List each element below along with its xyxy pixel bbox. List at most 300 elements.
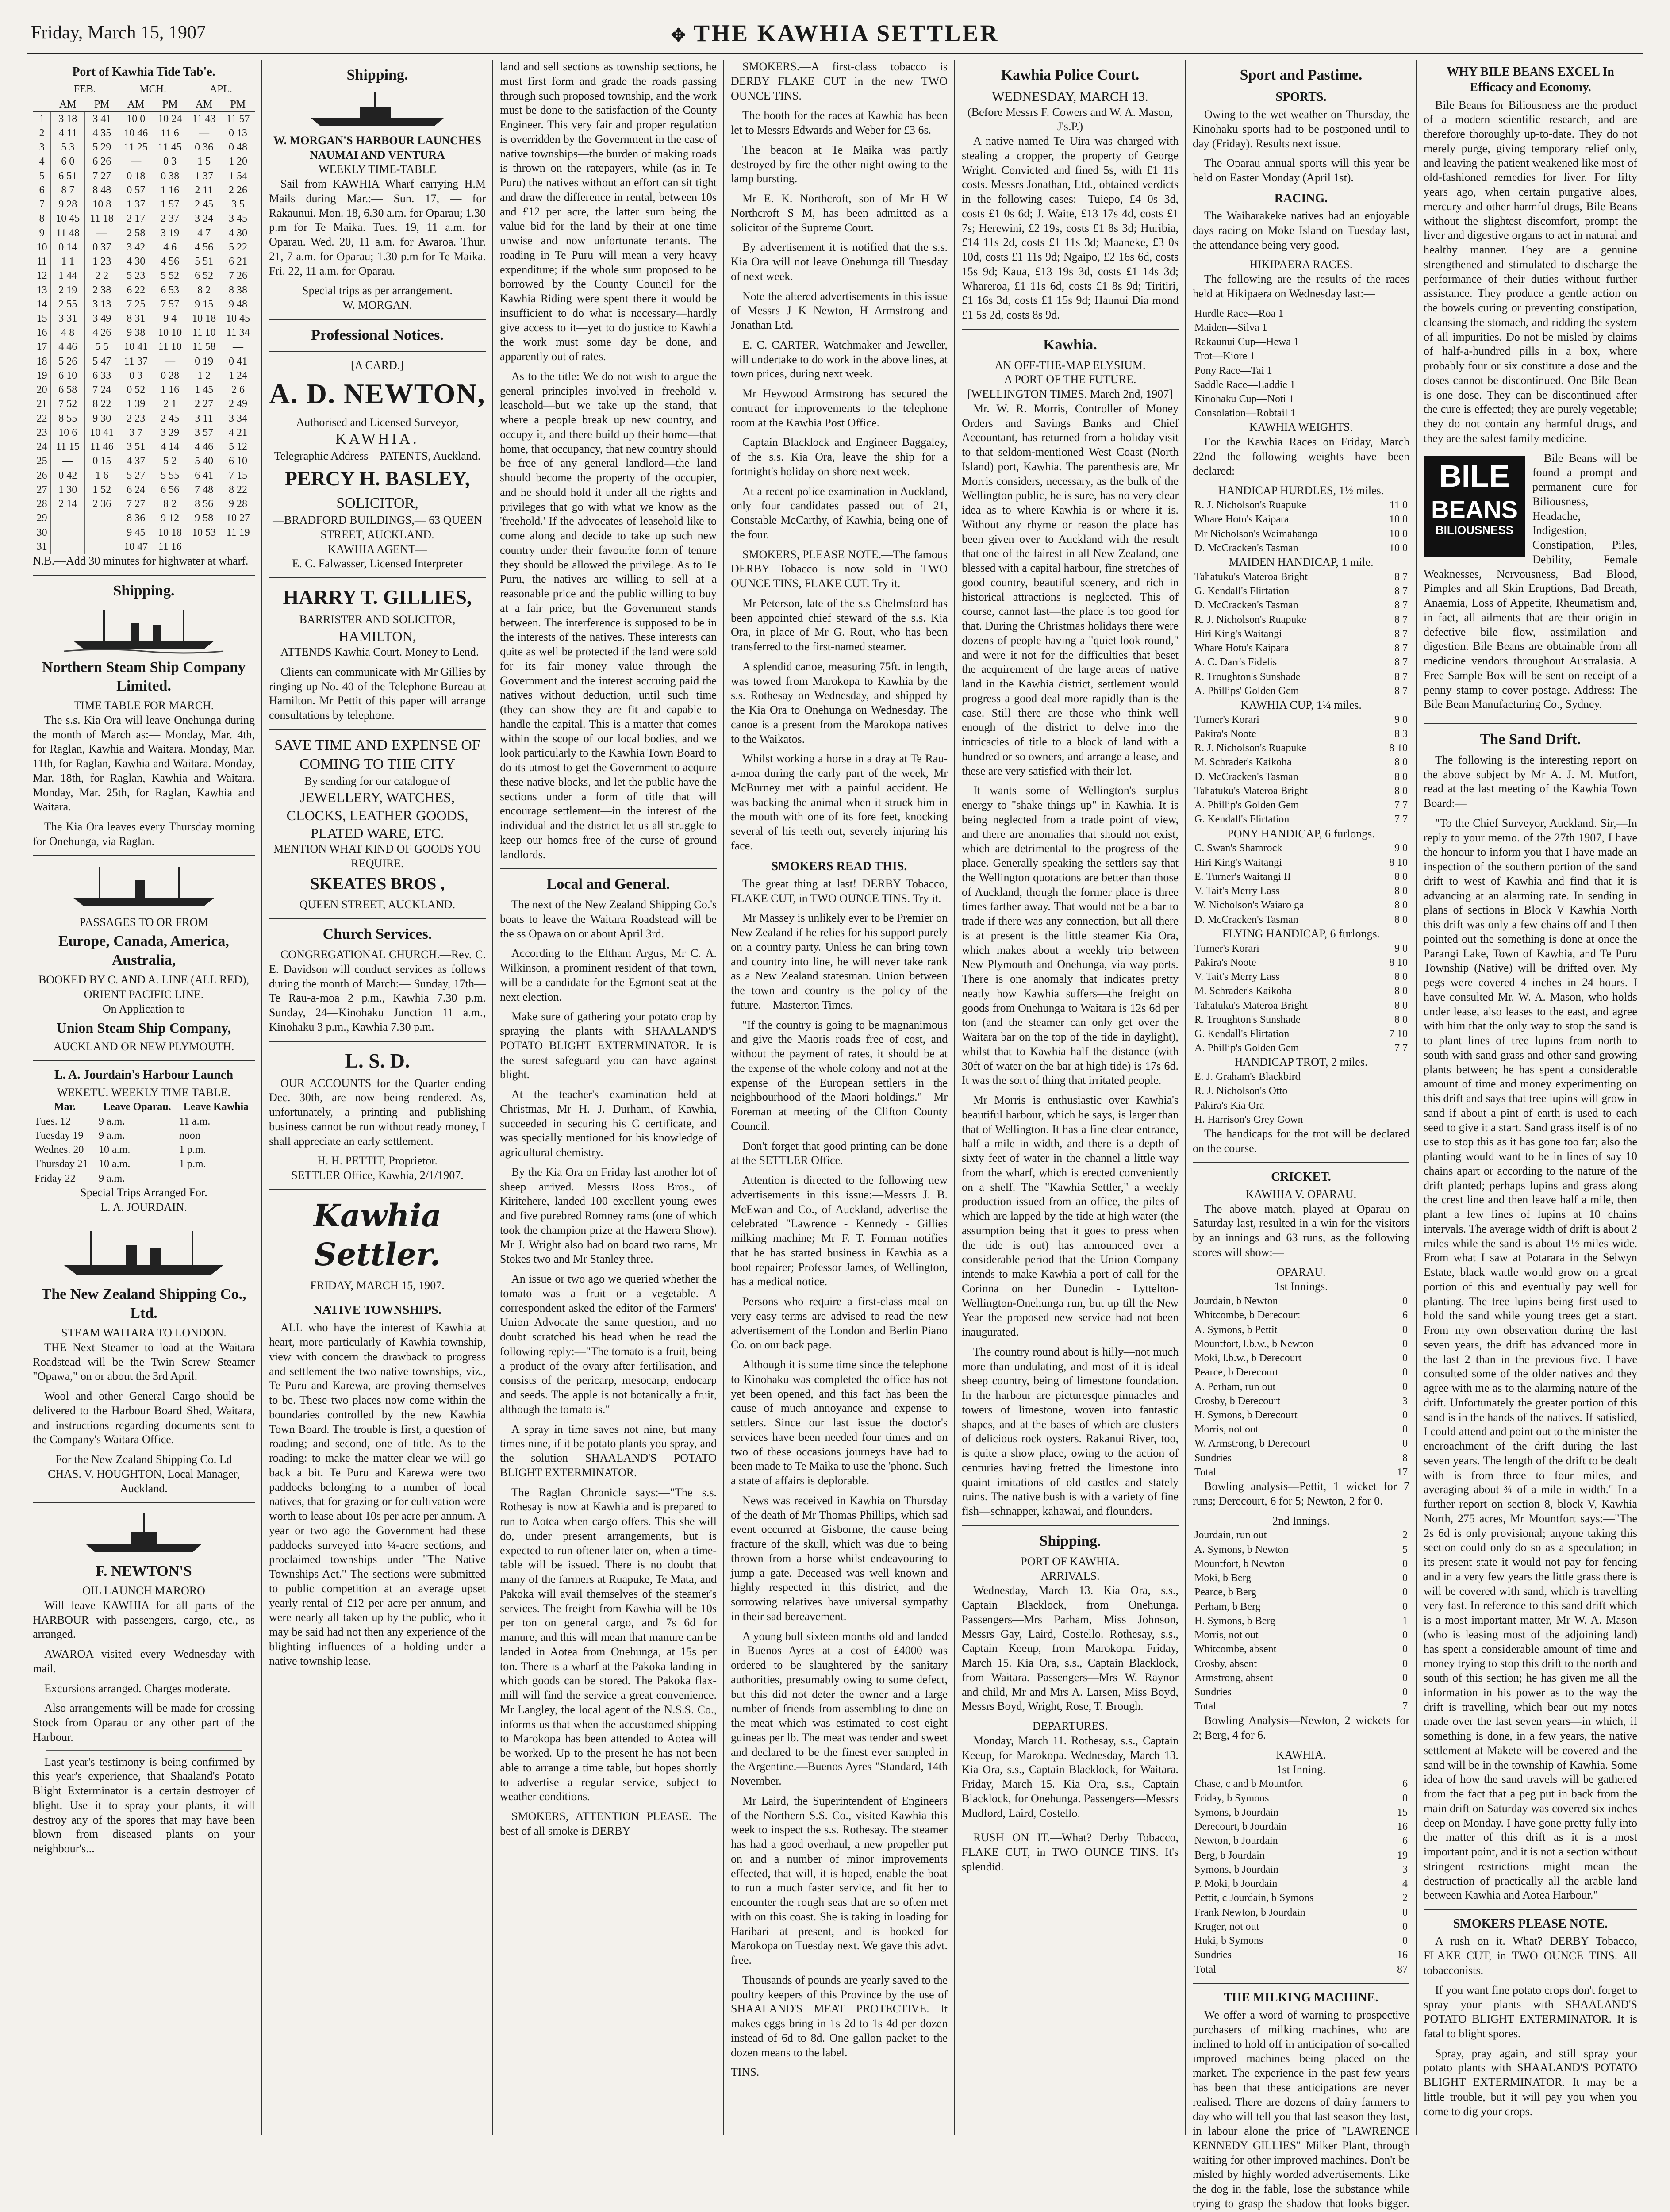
list-row: A. C. Darr's Fidelis 8 7 [1194,657,1408,668]
nzs-company: The New Zealand Shipping Co., Ltd. [41,1286,246,1322]
scorecard [1193,1294,1409,1465]
list-row: Pakira's Kia Ora [1194,1099,1264,1111]
list-row: Pearce, b Berg 0 [1194,1586,1408,1598]
list-row: Hiri King's Waitangi 8 10 [1194,856,1408,868]
tide-row: 8 10 45 11 18 2 17 2 37 3 24 3 45 [33,211,255,226]
local-item: The booth for the races at Kawhia has been let to Messrs Edwards and Weber for £3 6s. [731,109,948,136]
shipping-heading: Shipping. [346,67,408,83]
tide-row: 7 9 28 10 8 1 37 1 57 2 45 3 5 [33,197,255,211]
nss-subtitle: TIME TABLE FOR MARCH. [73,699,214,712]
column-6 [1186,60,1416,2210]
blight-text: Last year's testimony is being confirmed by this year's experience, that Shaaland's Potato Blight Exterminator is a certain destroyer of blight. Use it to spray your plants, it will destroy any of the spores that may have been blown from diseased plants on your neighbour's... [33,1755,255,1855]
list-row: Whare Hotu's Kaipara 8 7 [1194,642,1408,654]
steamship-icon [64,605,223,654]
tide-row: 23 10 6 10 41 3 7 3 29 3 57 4 21 [33,426,255,440]
accounts-text: OUR ACCOUNTS for the Quarter ending Dec. 30th, are now being rendered. As, unfortunately, a printing and publishing business cannot be run without ready money, I shall appreciate an early settlement. [269,1076,486,1148]
timetable-row: Tuesday 19 9 a.m. noon [35,1129,200,1141]
tide-row: 16 4 8 4 26 9 38 10 10 11 10 11 34 [33,326,255,340]
jourdain-note: Special Trips Arranged For. [80,1186,207,1199]
nzs-text2: Wool and other General Cargo should be delivered to the Harbour Board Shed, Waitara, and instructions regarding documents sent to the Company's Waitara Office. [33,1390,255,1446]
tide-table-title: Port of Kawhia Tide Tab'e. [72,65,215,79]
tide-rows [33,111,255,554]
column-rule [261,60,262,2135]
tide-row: 3 5 3 5 29 11 25 11 45 0 36 0 48 [33,140,255,154]
list-row: Pearce, b Derecourt 0 [1194,1367,1408,1379]
tide-month: FEB. [51,82,119,97]
list-row: A. Symons, b Pettit 0 [1194,1324,1408,1336]
local-item: A spray in time saves not nine, but many times nine, if it be potato plants you spray, and the solution SHAALAND'S POTATO BLIGHT EXTERMINATOR. [500,1422,717,1479]
tide-row: 12 1 44 2 2 5 23 5 52 6 52 7 26 [33,269,255,283]
list-row: Moki, b Berg 0 [1194,1572,1408,1584]
bile-beans-logo: BILE BEANS BILIOUSNESS [1424,456,1525,557]
list-row: Huki, b Symons 0 [1194,1935,1408,1947]
basley-title: SOLICITOR, [336,495,418,512]
nzs-subtitle: STEAM WAITARA TO LONDON. [61,1326,227,1340]
nzs-signature: CHAS. V. HOUGHTON, Local Manager, Auckland. [48,1467,240,1495]
timetable-row: Wednes. 20 10 a.m. 1 p.m. [35,1144,206,1156]
race-heading: FLYING HANDICAP, 6 furlongs. [1222,927,1380,940]
list-row: R. J. Nicholson's Ruapuke 8 7 [1194,614,1408,626]
tide-note: N.B.—Add 30 minutes for highwater at wharf. [33,554,249,567]
list-row: Sundries 8 [1194,1452,1408,1464]
departures-text: Monday, March 11. Rothesay, s.s., Captain Keeup, for Marokopa. Wednesday, March 13. Kia Ora, s.s., Captain Blacklock, for Waitara. Friday, March 15. Kia Ora, s.s., Captain Blacklock, for Onehunga. Passengers—Messrs Mudford, Laird, Costello. [962,1734,1179,1820]
tide-month: MCH. [119,82,187,97]
port-label: PORT OF KAWHIA. [1021,1555,1120,1568]
local-item: Mr Peterson, late of the s.s Chelmsford has been appointed chief steward of the s.s. Kia Ora, in place of Mr G. Rout, who has been transferred to the first-named steamer. [731,596,948,653]
jourdain-timetable [33,1100,255,1185]
list-row: M. Schrader's Kaikoha 8 0 [1194,757,1408,768]
arrivals-text: Wednesday, March 13. Kia Ora, s.s., Captain Blacklock, from Onehunga. Passengers—Mrs Parham, Miss Johnson, Messrs Gay, Laird, Costello. Rothesay, s.s., Captain Keeup, from Marokopa. Friday, March 15. Kia Ora, s.s., Captain Blacklock, from Waitara. Passengers—Mrs W. Raynor and child, Mr and Mrs A. Larsen, Miss Boyd, Messrs Boyd, Wright, Rose, T. Brough. [962,1584,1179,1713]
tide-row: 21 7 52 8 22 1 39 2 1 2 27 2 49 [33,397,255,411]
nzs-text: THE Next Steamer to load at the Waitara Roadstead will be the Twin Screw Steamer "Opawa," on or about the 3rd April. [33,1340,255,1383]
timetable-row: Thursday 21 10 a.m. 1 p.m. [35,1158,206,1170]
list-row: Sundries 16 [1194,1949,1408,1961]
cricket-match: KAWHIA V. OPARAU. [1245,1187,1357,1201]
local-item: At the teacher's examination held at Christmas, Mr H. J. Durham, of Kawhia, succeeded in securing his C certificate, and was specially mentioned for his knowledge of agricultural chemistry. [500,1088,717,1159]
kawhia-heading: Kawhia. [1043,336,1097,353]
list-row: M. Schrader's Kaikoha 8 0 [1194,985,1408,997]
tide-sub: AM [119,97,153,111]
list-row: D. McCracken's Tasman 8 0 [1194,771,1408,783]
list-row: H. Symons, b Derecourt 0 [1194,1409,1408,1421]
weights-heading: KAWHIA WEIGHTS. [1249,421,1353,434]
morgan-text: Sail from KAWHIA Wharf carrying H.M Mails during Mar.:— Sun. 17, — for Rakaunui. Mon. 18, 6.30 a.m. for Oparau; 1.30 p.m for Te Maika. Tues. 19, 11 a.m. for Oparau. Wed. 20, 11 a.m. for Awaroa. Thur. 21, 7 a.m. for Oparau; 1.30 p.m for Te Maika. Fri. 22, 11 a.m. for Oparau. [269,177,486,277]
passages-destinations: Europe, Canada, America, Australia, [58,933,229,969]
jourdain-col: Leave Kawhia [183,1101,249,1113]
tide-sub: PM [153,97,187,111]
kawhia-paragraph: Mr. W. R. Morris, Controller of Money Orders and Savings Banks and Chief Accountant, has returned from a holiday visit to that seldom-mentioned West Coast (North Island) port, Kawhia. The parenthesis are, Mr Morris considers, necessary, as the bulk of the Wellington public, he is sure, has no very clear idea as to where Kawhia is or where it is. Without any rhyme or reason the place has been given over to Auckland with the result that one of the fairest in all New Zealand, one blessed with a capital harbour, fine stretches of good country, beautiful scenery, and rich in historical attractions is neglected. This of course, cannot last—the place is too good for that. During the Christmas holidays there were dozens of people having a "quiet look round," and were it not for the difficulties that beset the acquirement of the large areas of native land in the Kawhia district, settlement would progress a good deal more rapidly than is the case. Still there are those who think well enough of the district to delve into the intricacies of title to a block of land with a hundred or so owners, and arrange a lease, and these are very satisfied with their lot. [962,402,1179,777]
sand-drift-heading: The Sand Drift. [1480,731,1581,748]
list-row: W. Armstrong, b Derecourt 0 [1194,1438,1408,1450]
bile-beans-text2: Bile Beans will be found a prompt and permanent cure for Biliousness, Headache, Indigestion, Constipation, Piles, Debility, Female Weaknesses, Nervousness, Bad Blood, Pimples and all Skin Eruptions, Bad Breath, Anaemia, Loss of Appetite, Rheumatism and, in fact, all ailments that are their origin in defective bile flow, assimilation and digestion. Bile Beans are obtainable from all medicine vendors throughout Australasia. A Free Sample Box will be sent on receipt of a penny stamp to cover postage. Address: The Bile Bean Manufacturing Co., Sydney. [1424,451,1637,711]
church-heading: Church Services. [322,926,432,943]
racing-heading: RACING. [1274,191,1328,205]
tide-month: APL. [187,82,255,97]
racing-text: For the Kawhia Races on Friday, March 22nd the following weights have been declared:— [1193,435,1409,477]
list-row: E. Turner's Waitangi II 8 0 [1194,871,1408,883]
local-item: TINS. [731,2066,760,2079]
local-item: Mr E. K. Northcroft, son of Mr H W Northcroft S M, has been admitted as a solicitor of the Supreme Court. [731,192,948,234]
list-row: Turner's Korari 9 0 [1194,714,1408,726]
list-row: Rakaunui Cup—Hewa 1 [1194,336,1299,348]
launch-icon [302,89,453,129]
local-item: Don't forget that good printing can be done at the SETTLER Office. [731,1139,948,1167]
column-rule [954,60,955,2135]
race-heading: HANDICAP TROT, 2 miles. [1234,1056,1368,1069]
list-row: A. Phillip's Golden Gem 7 7 [1194,1042,1408,1054]
tide-row: 6 8 7 8 48 0 57 1 16 2 11 2 26 [33,183,255,197]
police-court-heading: Kawhia Police Court. [1001,67,1140,83]
list-row: H. Harrison's Grey Gown [1194,1114,1303,1125]
list-row: Newton, b Jourdain 6 [1194,1835,1408,1847]
list-row: G. Kendall's Flirtation 7 10 [1194,1028,1408,1040]
passages-heading: PASSAGES TO OR FROM [79,915,208,929]
hikipaera-heading: HIKIPAERA RACES. [1249,258,1353,271]
list-row: R. J. Nicholson's Otto [1194,1085,1288,1097]
steamship-icon [60,1228,228,1281]
scorecard-total: Total 17 [1194,1466,1408,1478]
launch-icon [77,1509,210,1558]
departures-label: DEPARTURES. [1032,1720,1108,1733]
list-row: W. Nicholson's Waiaro ga 8 0 [1194,899,1408,911]
local-item: The next of the New Zealand Shipping Co.'s boats to leave the Waitara Roadstead will be the ss Opawa on or about April 3rd. [500,898,717,940]
newton-text4: Also arrangements will be made for crossing Stock from Oparau or any other part of the Harbour. [33,1701,255,1743]
morgan-subtitle: WEEKLY TIME-TABLE [318,163,437,176]
race-weights [1193,713,1409,827]
list-row: Jourdain, b Newton 0 [1194,1295,1408,1307]
list-row: Mountfort, l.b.w., b Newton 0 [1194,1338,1408,1350]
list-row: Kruger, not out 0 [1194,1920,1408,1932]
tide-row: 28 2 14 2 36 7 27 8 2 8 56 9 28 [33,497,255,511]
tide-row: 18 5 26 5 47 11 37 — 0 19 0 41 [33,354,255,369]
gillies-text: ATTENDS Kawhia Court. Money to Lend. [280,645,479,659]
hikipaera-results [1193,307,1409,421]
tide-sub: PM [221,97,255,111]
settler-date: FRIDAY, MARCH 15, 1907. [310,1279,445,1292]
list-row: R. Troughton's Sunshade 8 0 [1194,1014,1408,1025]
tide-row: 25 — 0 15 4 37 5 2 5 40 6 10 [33,454,255,468]
tide-row: 5 6 51 7 27 0 18 0 38 1 37 1 54 [33,169,255,183]
rush-notice: RUSH ON IT.—What? Derby Tobacco, FLAKE CUT, in TWO OUNCE TINS. It's splendid. [962,1831,1179,1873]
skeates-address: QUEEN STREET, AUCKLAND. [299,898,455,911]
column-2 [263,60,492,2135]
list-row: Hiri King's Waitangi 8 7 [1194,628,1408,640]
list-row: Friday, b Symons 0 [1194,1792,1408,1804]
tide-row: 11 1 1 1 23 4 30 4 56 5 51 6 21 [33,254,255,269]
native-text-cont: land and sell sections as township sections, he must first form and grade the roads passing through such proposed township, and the work must be done to the satisfaction of the County Engineer. This very fair and proper regulation is overridden by the Government in the case of native townships—the burden of making roads is thrown on the ratepayers, while (as in Te Puru) the natives without an effort can sit tight and draw the difference in rental, between 10s and £12 per acre, the latter sum being the value bid for the land by their at one time unwise and now unfortunate tenants. The roading in Te Puru will mean a very heavy expenditure; if the whole sum proposed to be borrowed by the County Council for the Kawhia Riding were spent there it would be insufficient to do what is necessary—hardly give access to it—yet to do justice to Kawhia the work must some day be done, and apparently out of rates. [500,60,717,363]
local-item: The Raglan Chronicle says:—"The s.s. Rothesay is now at Kawhia and is prepared to run to Aotea when cargo offers. This she will do, under present arrangements, but is expected to run oftener later on, when a time-table will be issued. There is no doubt that many of the farmers at Ruapuke, Te Mata, and Pakoka will avail themselves of the steamer's services. The freight from Kawhia will be 10s per ton on general cargo, and 7s 6d for manure, and this will mean that manure can be landed in Aotea from Onehunga, at 15s per ton. There is a wharf at the Pakoka landing in which goods can be stored. The Pakoka flax-mill will find the service a great convenience. Mr Langley, the local agent of the N.S.S. Co., informs us that when the accustomed shipping to Marokopa has been attended to Aotea will be worked. Up to the present he has not been able to arrange a time table, but hopes shortly to advertise a regular service, subject to weather conditions. [500,1486,717,1803]
column-rule [1185,60,1186,2135]
church-text: CONGREGATIONAL CHURCH.—Rev. C. E. Davidson will conduct services as follows during the month of March:— Sunday, 17th—Te Rau-a-moa 2 p.m., Kawhia 7.30 p.m. Sunday, 24—Kinohaku Junction 11 a.m., Kinohaku 3 p.m., Kawhia 7.30 p.m. [269,948,486,1033]
smokers-notice: SMOKERS, ATTENTION PLEASE. The best of all smoke is DERBY [500,1810,717,1837]
list-row: A. Phillip's Golden Gem 7 7 [1194,799,1408,811]
list-row: C. Swan's Shamrock 9 0 [1194,842,1408,854]
local-item: Note the altered advertisements in this issue of Messrs J K Newton, H Armstrong and Jonathan Ltd. [731,289,948,331]
card-label: [A CARD.] [351,358,404,372]
professional-heading: Professional Notices. [311,326,444,343]
tide-row: 10 0 14 0 37 3 42 4 6 4 56 5 22 [33,240,255,254]
local-item: A splendid canoe, measuring 75ft. in length, was towed from Marokopa to Kawhia by the s.s. Rothesay on Wednesday, and shipped by the Kia Ora to Onehunga on Wednesday. The canoe is a present from the Marokopa natives to the Waikatos. [731,660,948,745]
list-row: Consolation—Robtail 1 [1194,407,1296,419]
smokers-heading: SMOKERS PLEASE NOTE. [1453,1917,1608,1931]
nss-company: Northern Steam Ship Company Limited. [42,659,246,695]
list-row: Morris, not out 0 [1194,1629,1408,1641]
smokers-heading: SMOKERS READ THIS. [771,859,907,873]
police-court-date: WEDNESDAY, MARCH 13. [992,89,1148,104]
racing-text: The Waiharakeke natives had an enjoyable days racing on Moke Island on Tuesday last, the attendance being very good. [1193,209,1409,251]
union-company: Union Steam Ship Company, [56,1020,231,1036]
column-4 [725,60,954,2135]
list-row: Tahatuku's Materoa Bright 8 0 [1194,999,1408,1011]
smokers-text: A rush on it. What? DERBY Tobacco, FLAKE CUT, in TWO OUNCE TINS. All tobacconists. [1424,1935,1637,1977]
jourdain-col: Leave Oparau. [103,1101,171,1113]
list-row: R. J. Nicholson's Ruapuke 8 10 [1194,742,1408,754]
race-heading: PONY HANDICAP, 6 furlongs. [1227,827,1375,840]
race-weights [1193,941,1409,1056]
jourdain-col: Mar. [54,1101,76,1113]
tide-row: 4 6 0 6 26 — 0 3 1 5 1 20 [33,154,255,169]
milking-text: We offer a word of warning to prospective purchasers of milking machines, who are inclined to hold off in anticipation of so-called improved machines being placed on the market. The experience in the past few years has been that these anticipations are never realised. There are dozens of dairy farmers to day who will tell you that last season they lost, in labour alone the price of "LAWRENCE KENNEDY GILLIES" Milker Plant, through waiting for other improved machines. Don't be misled by highly worded advertisements. Like the dog in the fable, lose the substance while trying to grasp the shadow that looks bigger. [1193,2008,1409,2210]
save-text: By sending for our catalogue of [304,774,450,787]
kawhia-subheading: AN OFF-THE-MAP ELYSIUM. [994,358,1146,372]
police-court-before: (Before Messrs F. Cowers and W. A. Mason, J's.P.) [967,105,1173,133]
race-heading: HANDICAP HURDLES, 1½ miles. [1218,484,1384,497]
local-item: Mr Massey is unlikely ever to be Premier on New Zealand if he relies for his support purely on a country party. Unless he can bring town and country into line, he will never take rank as a New Zealand statesman. Union between the town and country is the policy of the future.—Masterton Times. [731,911,948,1011]
shipping-heading: Shipping. [113,582,175,599]
local-item: News was received in Kawhia on Thursday of the death of Mr Thomas Phillips, which sad event occurred at Gisborne, the cause being fracture of the skull, which was due to being thrown from a horse whilst endeavouring to jump a gate. Deceased was well known and highly respected in this district, and the sorrowing relatives have universal sympathy in their sad bereavement. [731,1494,948,1623]
local-item: By advertisement it is notified that the s.s. Kia Ora will not leave Onehunga till Tuesday of next week. [731,241,948,283]
list-row: D. McCracken's Tasman 8 7 [1194,599,1408,611]
gillies-place: HAMILTON, [338,628,416,644]
native-text-title: As to the title: We do not wish to argue the general principles involved in freehold v. leasehold—but we take up the stand, that where a people break up new country, and occupy it, and there build up their home—that home, that occupancy, that new country should be free of any general landlord—the land should become the property of the occupier, and he should hold it under all the rights and privileges that go with what we know as the 'freehold.' If the advocates of leasehold like to come along and decide to take up such new country under their favourite form of tenure they should be allowed the privilege. As to Te Puru, the natives are willing to sell at a reasonable price and the public willing to buy at a fair price, but the Government stands between. The interference is supposed to be in the interests of the natives. These interests can quite as well be protected if the land were sold for its fair money value through the Government and the interest accruing paid the natives without deduction, until such time (they can show they are fit and capable to handle the capital. This is a matter that comes within the scope of our local bodies, and we look particularly to the Kawhia Town Board to do its utmost to get the Government to acquire these native blocks, and let the public have the sections under a form of title that will encourage settlement—in the interest of the individual and the district let us all struggle to keep our homes free of the curse of ground landlords. [500,369,717,861]
nss-text: The s.s. Kia Ora will leave Onehunga during the month of March as:— Monday, Mar. 4th, for Raglan, Kawhia and Waitara. Monday, Mar. 11th, for Raglan, Kawhia and Waitara. Monday, Mar. 18th, for Raglan, Kawhia and Waitara. Monday, Mar. 25th, for Raglan, Kawhia and Waitara. [33,713,255,814]
race-heading: KAWHIA CUP, 1¼ miles. [1240,699,1362,712]
list-row: Perham, b Berg 0 [1194,1601,1408,1613]
newton-launch-name: OIL LAUNCH MARORO [82,1584,205,1598]
list-row: P. Moki, b Jourdain 4 [1194,1878,1408,1890]
sport-heading: Sport and Pastime. [1240,67,1363,83]
list-row: A. Perham, run out 0 [1194,1381,1408,1393]
basley-address: —BRADFORD BUILDINGS,— 63 QUEEN STREET, AUCKLAND. [273,514,482,541]
list-row: G. Kendall's Flirtation 7 7 [1194,814,1408,826]
morgan-title: W. MORGAN'S HARBOUR LAUNCHES NAUMAI AND VENTURA [273,134,481,161]
tide-row: 29 8 36 9 12 9 58 10 27 [33,511,255,525]
list-row: Moki, l.b.w., b Derecourt 0 [1194,1352,1408,1364]
trot-note: The handicaps for the trot will be declared on the course. [1193,1127,1409,1155]
tide-row: 31 10 47 11 16 [33,540,255,554]
tide-row: 22 8 55 9 30 2 23 2 45 3 11 3 34 [33,411,255,426]
local-item: E. C. CARTER, Watchmaker and Jeweller, will undertake to do work in the above lines, at town prices, during next week. [731,338,948,380]
local-item: SMOKERS, PLEASE NOTE.—The famous DERBY Tobacco is now sold in TWO OUNCE TINS, FLAKE CUT. Try it. [731,548,948,590]
newton-name: A. D. NEWTON, [269,378,486,410]
basley-agent-name: E. C. Falwasser, Licensed Interpreter [292,557,463,570]
accounts-signature: H. H. PETTIT, Proprietor. [317,1154,438,1167]
newton-place: KAWHIA. [335,430,419,447]
local-item: At a recent police examination in Auckland, only four candidates passed out of 21, Constable McCarthy, of Kawhia, being one of the four. [731,484,948,541]
list-row: D. McCracken's Tasman 10 0 [1194,542,1408,554]
kawhia-paragraph: Mr Morris is enthusiastic over Kawhia's beautiful harbour, which he says, is larger than that of Wellington. It has a fine clear entrance, half a mile in width, and there is a depth of sixty feet of water in the channel a little way from the wharf, which is erected conveniently on a shelf. The "Kawhia Settler," a weekly production issued from an office, the piles of which are lapped by the tide at high water (the assumption being that it goes to press when the tide is out) has announced over a considerable period that the Union Company intends to make Kawhia a port of call for the Corinna on her Dunedin - Lyttelton-Wellington-Onehunga run, but up till the New Year the proposed new service had not been inaugurated. [962,1094,1179,1339]
team-oparau: OPARAU. [1276,1265,1326,1279]
local-item: Although it is some time since the telephone to Kinohaku was completed the office has not yet been opened, and this fact has been the cause of much annoyance and expense to settlers. Since our last issue the doctor's services have been needed four times and on two of these occasions journeys have had to been made to Te Maika to use the 'phone. Such a state of affairs is deplorable. [731,1358,948,1487]
tide-row: 1 3 18 3 41 10 0 10 24 11 43 11 57 [33,111,255,126]
arrivals-label: ARRIVALS. [1040,1569,1100,1582]
local-item: Captain Blacklock and Engineer Baggaley, of the s.s. Kia Ora, leave the ship for a fortnight's holiday on shore next week. [731,436,948,478]
column-3 [494,60,723,2135]
column-7 [1417,60,1643,2135]
list-row: Turner's Korari 9 0 [1194,942,1408,954]
newton-launch-owner: F. NEWTON'S [96,1563,192,1580]
tide-row: 26 0 42 1 6 5 27 5 55 6 41 7 15 [33,469,255,483]
list-row: Frank Newton, b Jourdain 0 [1194,1906,1408,1918]
settler-nameplate: Kawhia Settler. [313,1197,441,1273]
tide-row: 15 3 31 3 49 8 31 9 4 10 18 10 45 [33,311,255,326]
innings-label: 2nd Innings. [1272,1514,1330,1527]
local-item: An issue or two ago we queried whether the tomato was a fruit or a vegetable. A correspondent asked the editor of the Farmers' Union Advocate the same question, and no doubt scratched his head when he read the following reply:—"The tomato is a fruit, being a product of the ovary after fertilisation, and consists of the pericarp, mesocarp, endocarp and seeds. The apple is not botanically a fruit, although the tomato is." [500,1272,717,1416]
race-weights [1193,841,1409,926]
list-row: Saddle Race—Laddie 1 [1194,379,1295,391]
morgan-signature: W. MORGAN. [342,299,412,312]
nzs-for: For the New Zealand Shipping Co. Ld [55,1453,232,1466]
race-weights [1193,498,1409,555]
local-item: The great thing at last! DERBY Tobacco, FLAKE CUT, in TWO OUNCE TINS. Try it. [731,877,948,905]
sand-drift-intro: The following is the interesting report on the above subject by Mr A. J. M. Mutfort, read at the last meeting of the Kawhia Town Board:— [1424,753,1637,810]
tide-sub: AM [187,97,221,111]
gillies-text2: Clients can communicate with Mr Gillies by ringing up No. 40 of the Telephone Bureau at Hamilton. Mr Pettit of this paper will arrange consultations by telephone. [269,665,486,722]
innings-label: 1st Inning. [1276,1763,1326,1776]
list-row: Whitcombe, absent 0 [1194,1644,1408,1655]
scorecard [1193,1777,1409,1962]
passages-lines: BOOKED BY C. AND A. LINE (ALL RED), ORIENT PACIFIC LINE. [38,973,250,1001]
jourdain-signature: L. A. JOURDAIN. [100,1200,187,1214]
bowling-analysis: Bowling Analysis—Newton, 2 wickets for 2; Berg, 4 for 6. [1193,1714,1409,1742]
local-item: The beacon at Te Maika was partly destroyed by fire the other night owing to the lamp bursting. [731,143,948,185]
list-row: Chase, c and b Mountfort 6 [1194,1778,1408,1790]
team-kawhia: KAWHIA. [1276,1748,1326,1761]
local-item: Whilst working a horse in a dray at Te Rau-a-moa during the early part of the week, Mr McBurney met with a painful accident. He was backing the animal when it struck him in the mouth with one of its fore feet, knocking several of his teeth out, severely injuring his face. [731,752,948,852]
newton-telegraph: Telegraphic Address—PATENTS, Auckland. [274,449,481,462]
local-item: According to the Eltham Argus, Mr C. A. Wilkinson, a prominent resident of that town, will be a candidate for the Egmont seat at the next election. [500,947,717,1003]
emblem-icon: ✥ [671,25,688,45]
local-item: By the Kia Ora on Friday last another lot of sheep arrived. Messrs Ross Bros., of Kiritehere, landed 100 excellent young ewes and five purebred Romney rams (one of which took the champion prize at the Hawera Show). Mr J. Wright also had on board two rams, Mr Stokes two and Mr Stanley three. [500,1165,717,1266]
list-row: Whare Hotu's Kaipara 10 0 [1194,514,1408,526]
tide-row: 19 6 10 6 33 0 3 0 28 1 2 1 24 [33,369,255,383]
list-row: G. Kendall's Flirtation 8 7 [1194,585,1408,597]
newton-text3: Excursions arranged. Charges moderate. [44,1682,230,1695]
gillies-name: HARRY T. GILLIES, [283,586,472,609]
race-weights [1193,570,1409,698]
list-row: V. Tait's Merry Lass 8 0 [1194,971,1408,983]
kawhia-source: [WELLINGTON TIMES, March 2nd, 1907] [967,388,1173,401]
list-row: Mountfort, b Newton 0 [1194,1558,1408,1570]
list-row: Kinohaku Cup—Noti 1 [1194,393,1294,405]
list-row: Armstrong, absent 0 [1194,1672,1408,1684]
list-row: R. Troughton's Sunshade 8 7 [1194,671,1408,683]
smokers-notice: SMOKERS.—A first-class tobacco is DERBY FLAKE CUT in the new TWO OUNCE TINS. [731,60,948,102]
tide-sub: AM [51,97,85,111]
list-row: Whitcombe, b Derecourt 6 [1194,1310,1408,1321]
cricket-heading: CRICKET. [1271,1170,1331,1184]
police-court-text: A native named Te Uira was charged with stealing a cropper, the property of George Wright. Convicted and fined 5s, with £1 11s costs. Messrs Jonathan, Ltd., obtained verdicts in the following cases:—Tuiepo, £4 0s 3d, costs £1 0s 6d; J. Waite, £13 17s 4d, costs £1 7s; Herewini, £2 19s, costs £1 8s 3d; Huribia, £14 11s 2d, costs £1 11s 3d; Maaneke, £3 0s 10d, costs £1 11s 9d; Ngaipo, £2 16s 6d, costs 15s 9d; Kaua, £13 19s 3d, costs £1 14s 3d; Whareroa, £1 11s 6d, costs £1 8s 9d; Tiritiri, £1 16s 3d, costs £1 15s 9d; Haunui Dia mond £1 5s 2d, costs 8s 9d. [962,134,1179,322]
tide-row: 14 2 55 3 13 7 25 7 57 9 15 9 48 [33,297,255,311]
cricket-text: The above match, played at Oparau on Saturday last, resulted in a win for the visitors by an innings and 63 runs, as the following scores will show:— [1193,1202,1409,1259]
list-row: V. Tait's Merry Lass 8 0 [1194,885,1408,897]
milking-heading: THE MILKING MACHINE. [1224,1990,1378,2005]
scorecard-total: Total 7 [1194,1701,1408,1713]
blight-notice: Spray, pray again, and still spray your potato plants with SHAALAND'S POTATO BLIGHT EXTERMINATOR. It may be a little trouble, but it will pay you when you come to dig your crops. [1424,2047,1637,2118]
newton-text2: AWAROA visited every Wednesday with mail. [33,1647,255,1675]
jourdain-heading: L. A. Jourdain's Harbour Launch [54,1068,234,1082]
local-item: "If the country is going to be magnanimous and give the Maoris roads free of cost, and without the payment of rates, it should be at the expense of the whole colony and not at the expense of the European settlers in the neighbourhood of the Maori holdings."—Mr Foreman at meeting of the Clifton County Council. [731,1018,948,1133]
race-weights [1193,1070,1409,1127]
tide-row: 17 4 46 5 5 10 41 11 10 11 58 — [33,340,255,354]
list-row: Berg, b Jourdain 19 [1194,1849,1408,1861]
list-row: Mr Nicholson's Waimahanga 10 0 [1194,528,1408,540]
list-row: Crosby, absent 0 [1194,1658,1408,1670]
list-row: Tahatuku's Materoa Bright 8 0 [1194,785,1408,797]
bowling-analysis: Bowling analysis—Pettit, 1 wicket for 7 runs; Derecourt, 6 for 5; Newton, 2 for 0. [1193,1480,1409,1507]
list-row: Symons, b Jourdain 3 [1194,1863,1408,1875]
innings-label: 1st Innings. [1274,1280,1328,1293]
skeates-name: SKEATES BROS , [310,874,445,893]
save-mention: MENTION WHAT KIND OF GOODS YOU REQUIRE. [273,842,481,870]
issue-date: Friday, March 15, 1907 [31,23,206,43]
native-heading: NATIVE TOWNSHIPS. [313,1303,441,1317]
column-rule [492,60,493,2135]
scorecard [1193,1528,1409,1699]
list-row: Derecourt, b Jourdain 16 [1194,1821,1408,1833]
timetable-row: Tues. 12 9 a.m. 11 a.m. [35,1115,211,1127]
kawhia-subheading2: A PORT OF THE FUTURE. [1004,373,1136,386]
list-row: Crosby, b Derecourt 3 [1194,1395,1408,1407]
list-row: A. Phillips' Golden Gem 8 7 [1194,685,1408,697]
lsd-heading: L. S. D. [345,1049,410,1072]
tide-row: 9 11 48 — 2 58 3 19 4 7 4 30 [33,226,255,240]
tide-sub: PM [85,97,119,111]
scorecard-total: Total 87 [1194,1963,1408,1975]
tide-row: 20 6 58 7 24 0 52 1 16 1 45 2 6 [33,383,255,397]
list-row: Pettit, c Jourdain, b Symons 2 [1194,1892,1408,1904]
sports-text: Owing to the wet weather on Thursday, the Kinohaku sports had to be postponed until to day (Friday). Results next issue. [1193,108,1409,150]
list-row: D. McCracken's Tasman 8 0 [1194,914,1408,926]
local-general-heading: Local and General. [546,876,670,893]
column-5 [956,60,1185,2135]
list-row: Hurdle Race—Roa 1 [1194,307,1284,319]
newton-title: Authorised and Licensed Surveyor, [296,416,459,429]
list-row: H. Symons, b Berg 1 [1194,1615,1408,1627]
local-item: Attention is directed to the following new advertisements in this issue:—Messrs J. B. McEwan and Co., of Auckland, advertise the celebrated "Lawrence - Kennedy - Gillies milking machine; Mr F. T. Forman notifies that he has started business in Kawhia as a boot repairer; Professor James, of Wellington, has a medical notice. [731,1174,948,1288]
local-item: Persons who require a first-class meal on very easy terms are advised to read the new advertisement of the London and Berlin Piano Co. on our back page. [731,1295,948,1352]
race-heading: MAIDEN HANDICAP, 1 mile. [1229,556,1374,569]
tide-row: 13 2 19 2 38 6 22 6 53 8 2 8 38 [33,283,255,297]
local-item: Thousands of pounds are yearly saved to the poultry keepers of this Province by the use of SHAALAND'S MEAT PROTECTIVE. It makes eggs bring in 1s 2d to 1s 4d per dozen instead of 6d to 8d. One gallon packet to the dozen means to the label. [731,1973,948,2059]
native-text: ALL who have the interest of Kawhia at heart, more particularly of Kawhia township, view with concern the drawback to progress and settlement the two native townships, viz., Te Puru and Karewa, are proving themselves to be. These two places now come within the boundaries controlled by the new Kawhia Town Board. The trouble is first, a question of roading; and second, one of title. As to the roading: to make the matter clear we will go back a bit. Te Puru and Karewa were two paddocks belonging to a number of local natives, that for grazing or for cultivation were worth to lease about 10s per acre per annum. A year or two ago the Government had these paddocks surveyed into ¼-acre sections, and proclaimed townships under "The Native Townships Act." The sections were submitted to public competition at an average upset yearly rental of £12 per acre per annum, and were nearly all taken up by the public, who it may be said had not then any experience of the blighting influences of a holding under a native township lease. [269,1321,486,1667]
column-1 [27,60,261,2135]
list-row: Trot—Kiore 1 [1194,350,1255,362]
column-rule [1416,60,1417,2135]
basley-name: PERCY H. BASLEY, [284,467,470,490]
list-row: Pakira's Noote 8 3 [1194,728,1408,740]
jourdain-subtitle: WEKETU. WEEKLY TIME TABLE. [57,1086,231,1099]
list-row: Sundries 0 [1194,1686,1408,1698]
tide-row: 2 4 11 4 35 10 46 11 6 — 0 13 [33,126,255,140]
passages-apply: On Application to [102,1002,185,1015]
list-row: A. Symons, b Newton 5 [1194,1544,1408,1555]
union-subtitle: AUCKLAND OR NEW PLYMOUTH. [53,1040,234,1053]
column-rule [723,60,724,2135]
list-row: Morris, not out 0 [1194,1424,1408,1436]
timetable-row: Friday 22 9 a.m. [35,1172,125,1184]
basley-agent: KAWHIA AGENT— [328,542,427,556]
